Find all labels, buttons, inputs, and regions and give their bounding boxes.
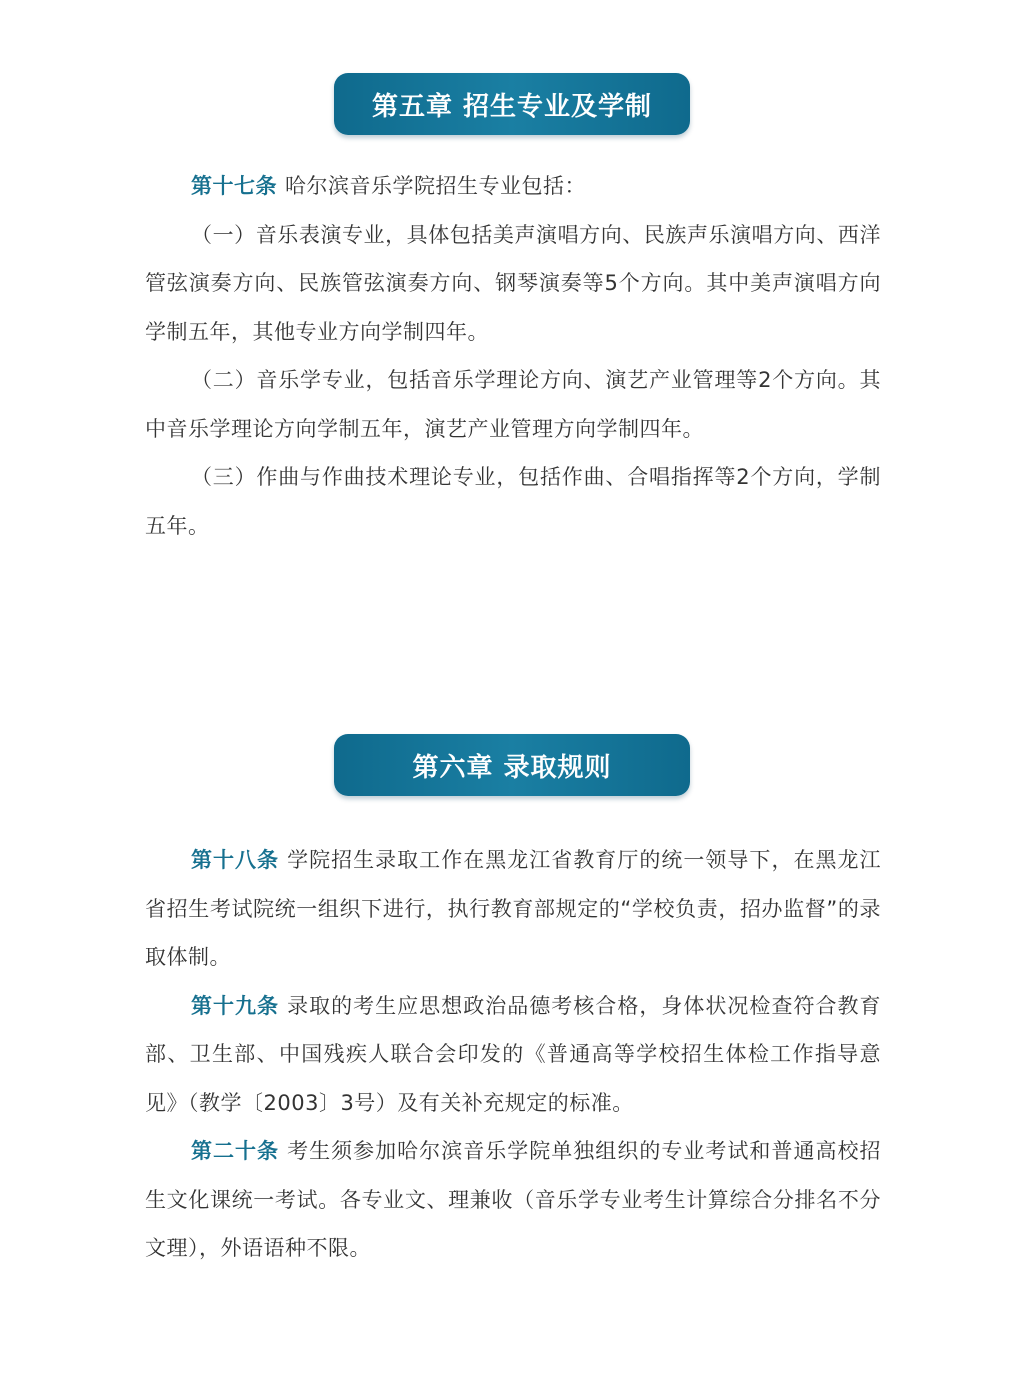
chapter-5-banner [334,73,690,135]
major-item-2: （二）音乐学专业，包括音乐学理论方向、演艺产业管理等2个方向。其中音乐学理论方向学制五年，演艺产业管理方向学制四年。 [145,368,881,441]
chapter-5-title: 第五章 招生专业及学制 [371,91,653,122]
chapter-5-content [145,162,881,550]
major-item-1: （一）音乐表演专业，具体包括美声演唱方向、民族声乐演唱方向、西洋管弦演奏方向、民族管弦演奏方向、钢琴演奏等5个方向。其中美声演唱方向学制五年，其他专业方向学制四年。 [145,222,881,344]
article-17-text: 哈尔滨音乐学院招生专业包括： [285,174,586,198]
chapter-6-banner [334,734,690,796]
article-18-number: 第十八条 [191,848,280,872]
article-17-number: 第十七条 [191,174,277,198]
article-19-number: 第十九条 [191,993,280,1018]
article-20-number: 第二十条 [191,1139,280,1163]
article-20-paragraph [145,1127,881,1273]
article-19-paragraph [145,982,881,1128]
article-17-paragraph [145,162,881,211]
article-20-text: 考生须参加哈尔滨音乐学院单独组织的专业考试和普通高校招生文化课统一考试。各专业文、理兼收（音乐学专业考生计算综合分排名不分文理），外语语种不限。 [145,1139,882,1260]
chapter-6-title: 第六章 录取规则 [412,752,612,783]
article-18-paragraph [145,836,881,982]
article-18-text: 学院招生录取工作在黑龙江省教育厅的统一领导下，在黑龙江省招生考试院统一组织下进行，执行教育部规定的“学校负责，招办监督”的录取体制。 [145,848,882,969]
major-item-3: （三）作曲与作曲技术理论专业，包括作曲、合唱指挥等2个方向，学制五年。 [145,465,881,538]
chapter-6-content [145,836,881,1273]
article-19-text: 录取的考生应思想政治品德考核合格，身体状况检查符合教育部、卫生部、中国残疾人联合会印发的《普通高等学校招生体检工作指导意见》（教学〔2003〕3号）及有关补充规定的标准。 [145,993,882,1115]
